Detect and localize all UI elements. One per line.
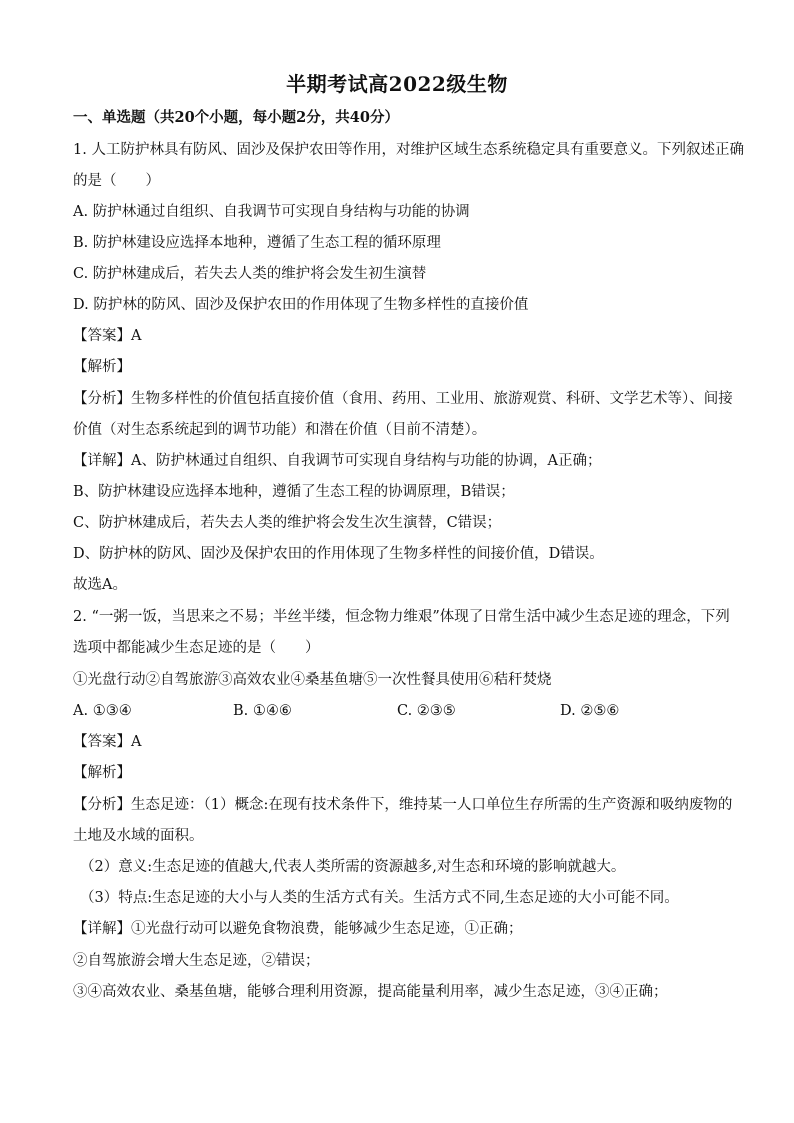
q2-fenxi-line1: 【分析】生态足迹：（1）概念:在现有技术条件下，维持某一人口单位生存所需的生产资源和吸纳废物的: [73, 797, 733, 813]
q2-detail-line3: ③④高效农业、桑基鱼塘，能够合理利用资源，提高能量利用率，减少生态足迹，③④正确；: [73, 984, 668, 1000]
q2-fenxi-line2: 土地及水域的面积。: [73, 828, 204, 844]
q2-answer: 【答案】A: [73, 734, 142, 750]
q1-stem-line1: 1. 人工防护林具有防风、固沙及保护农田等作用，对维护区域生态系统稳定具有重要意义。下列叙述正确: [73, 142, 744, 158]
q1-detail-line3: C、防护林建成后，若失去人类的维护将会发生次生演替，C错误；: [73, 515, 502, 531]
q2-stem-line1: 2. “一粥一饭，当思来之不易；半丝半缕，恒念物力维艰”体现了日常生活中减少生态足迹的理念，下列: [73, 609, 730, 625]
q1-answer: 【答案】A: [73, 328, 142, 344]
q2-option-b: B. ①④⑥: [233, 703, 292, 719]
q2-option-c: C. ②③⑤: [397, 703, 456, 719]
section-heading: 一、单选题（共20个小题，每小题2分，共40分）: [73, 109, 399, 126]
q1-fenxi-line1: 【分析】生物多样性的价值包括直接价值（食用、药用、工业用、旅游观赏、科研、文学艺术等）、间接: [73, 391, 733, 407]
q2-fenxi-line3: （2）意义:生态足迹的值越大,代表人类所需的资源越多,对生态和环境的影响就越大。: [80, 859, 626, 875]
q1-fenxi-line2: 价值（对生态系统起到的调节功能）和潜在价值（目前不清楚）。: [73, 422, 487, 438]
q1-option-a: A. 防护林通过自组织、自我调节可实现自身结构与功能的协调: [73, 204, 470, 220]
q1-detail-line2: B、防护林建设应选择本地种，遵循了生态工程的协调原理，B错误；: [73, 484, 515, 500]
q2-stem-line2: 选项中都能减少生态足迹的是（ ）: [73, 640, 320, 656]
q1-detail-line1: 【详解】A、防护林通过自组织、自我调节可实现自身结构与功能的协调，A正确；: [73, 453, 602, 469]
q1-detail-line4: D、防护林的防风、固沙及保护农田的作用体现了生物多样性的间接价值，D错误。: [73, 546, 604, 562]
q1-option-c: C. 防护林建成后，若失去人类的维护将会发生初生演替: [73, 266, 427, 282]
q2-detail-line1: 【详解】①光盘行动可以避免食物浪费，能够减少生态足迹，①正确；: [73, 921, 523, 937]
q2-fenxi-line4: （3）特点:生态足迹的大小与人类的生活方式有关。生活方式不同,生态足迹的大小可能不同。: [80, 890, 679, 906]
q1-option-b: B. 防护林建设应选择本地种，遵循了生态工程的循环原理: [73, 235, 441, 251]
q1-stem-line2: 的是（ ）: [73, 173, 160, 189]
q2-option-a: A. ①③④: [73, 703, 132, 719]
exam-title: 半期考试高2022级生物: [286, 72, 508, 96]
q1-conclusion: 故选A。: [73, 577, 127, 593]
q1-analysis-label: 【解析】: [73, 359, 131, 375]
q1-option-d: D. 防护林的防风、固沙及保护农田的作用体现了生物多样性的直接价值: [73, 297, 529, 313]
q2-option-d: D. ②⑤⑥: [560, 703, 620, 719]
q2-detail-line2: ②自驾旅游会增大生态足迹，②错误；: [73, 953, 320, 969]
q2-analysis-label: 【解析】: [73, 765, 131, 781]
q2-items: ①光盘行动②自驾旅游③高效农业④桑基鱼塘⑤一次性餐具使用⑥秸秆焚烧: [73, 672, 552, 688]
